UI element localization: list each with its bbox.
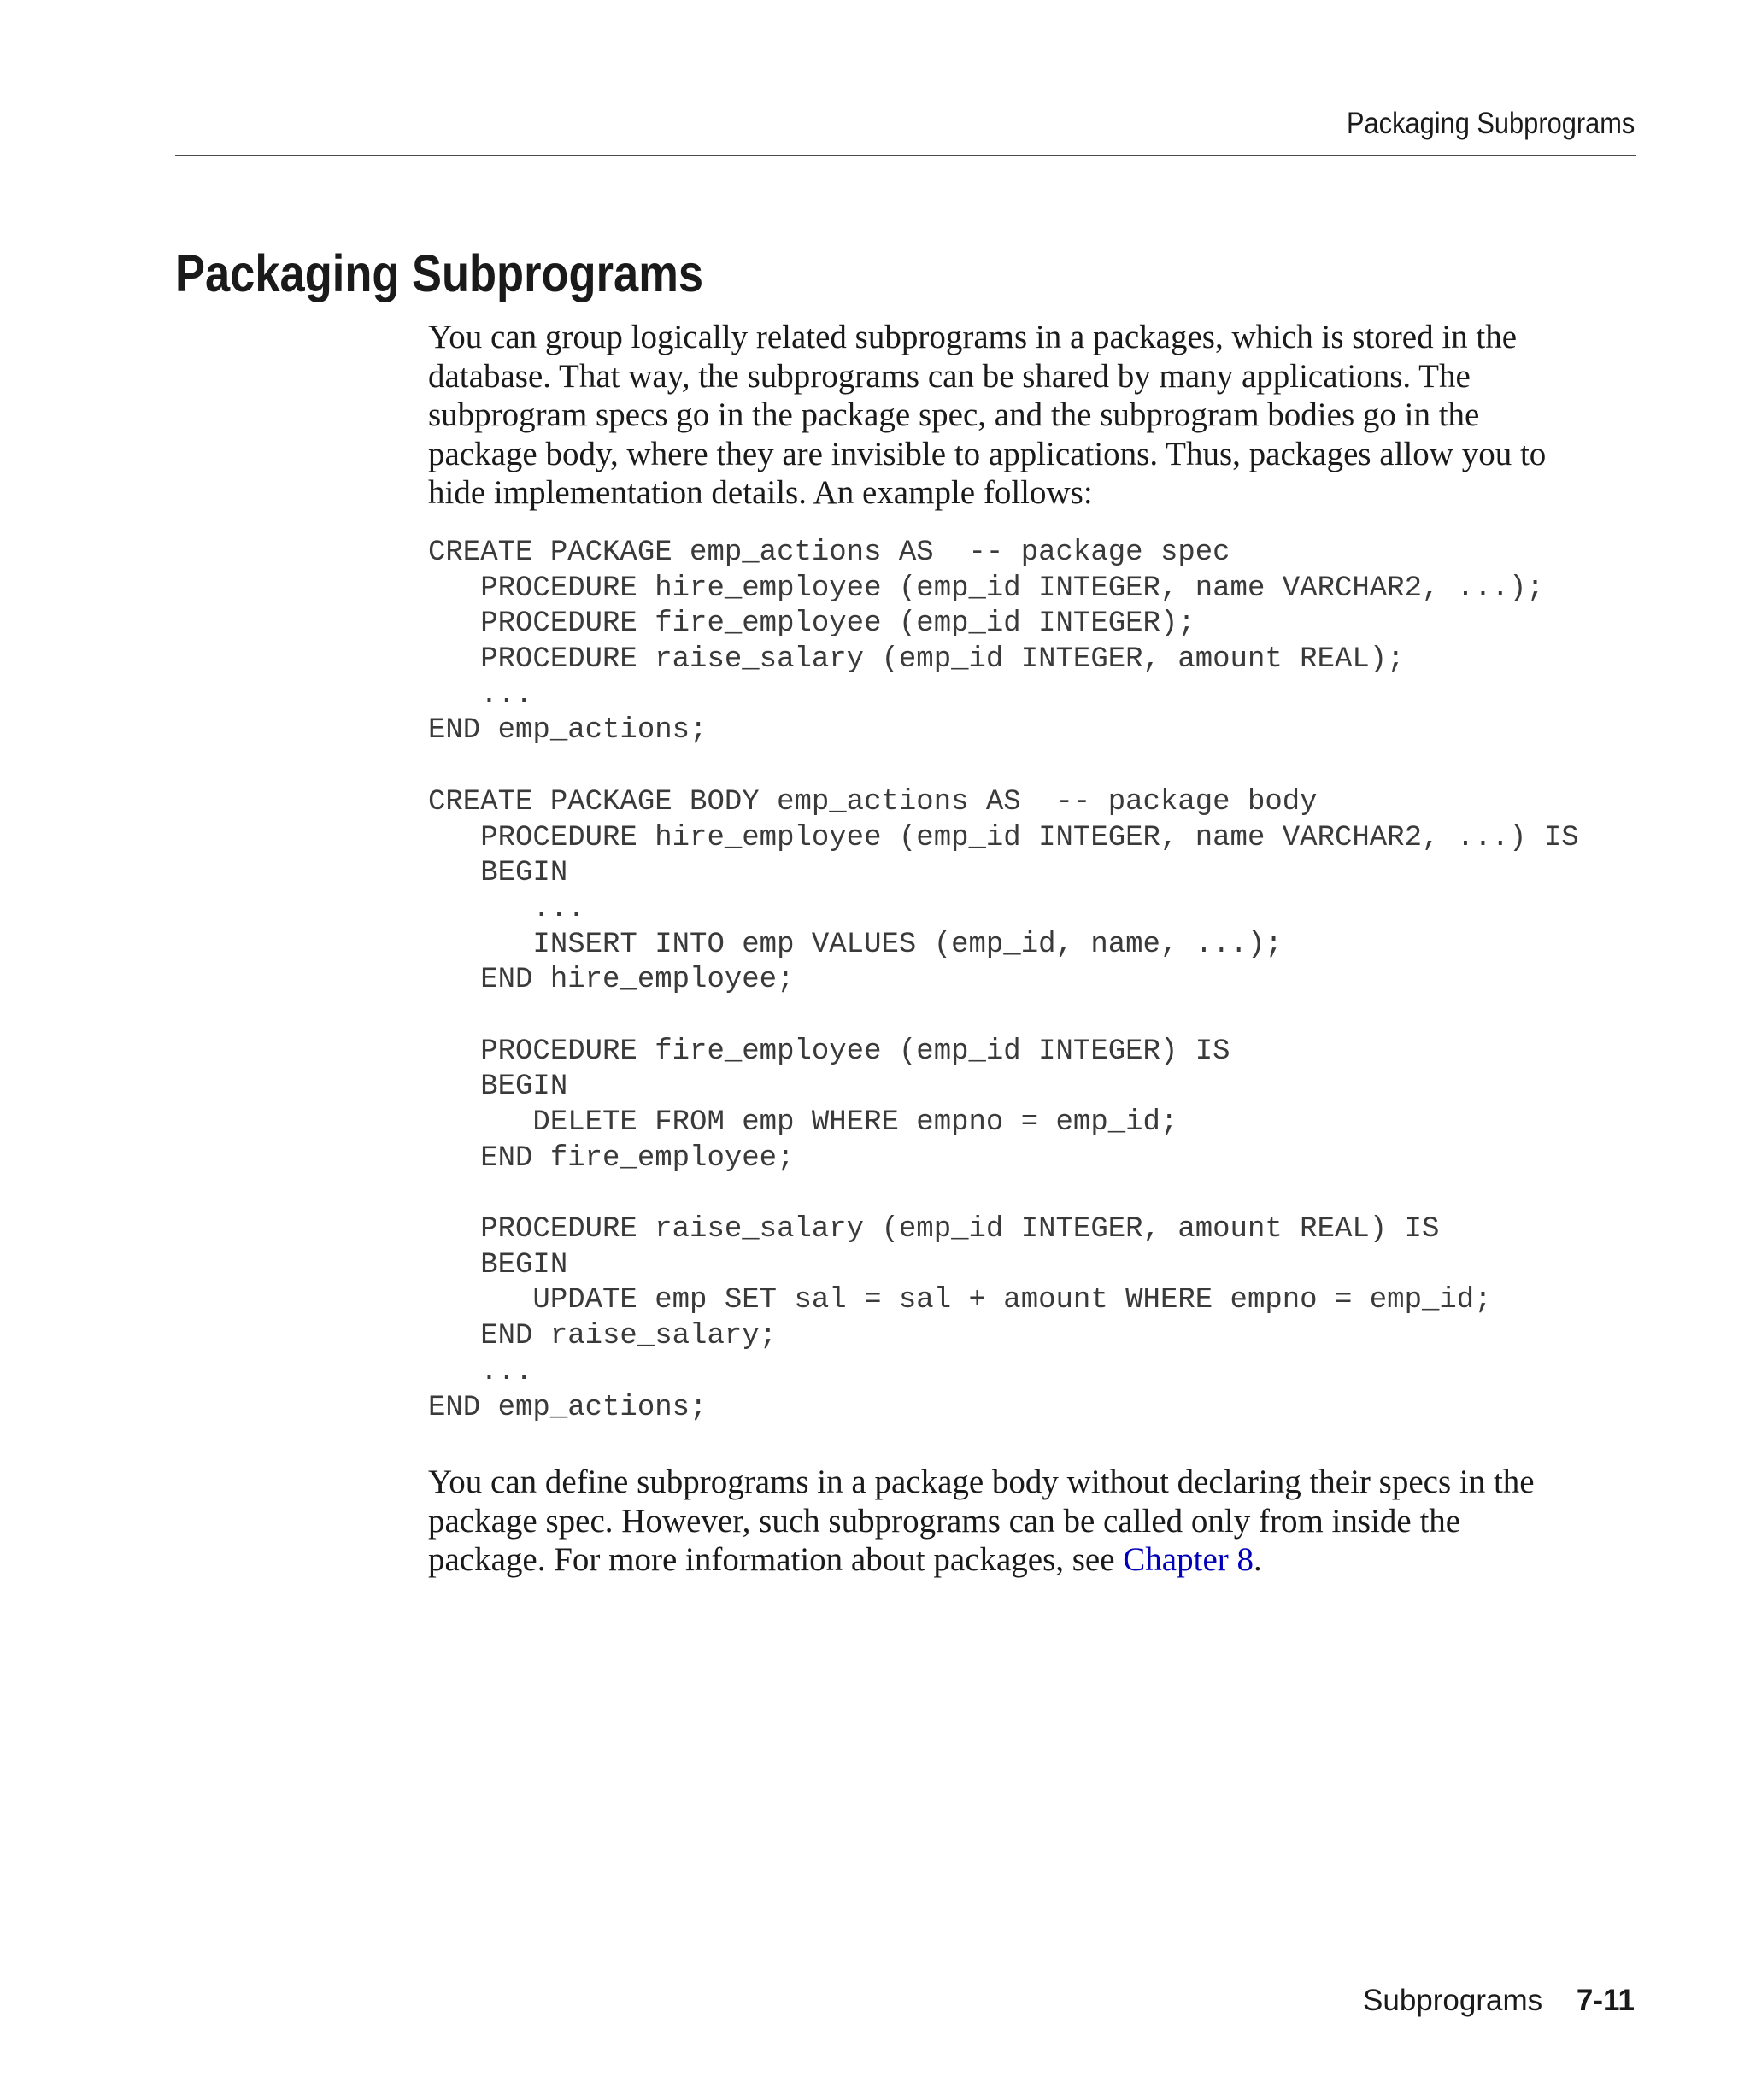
closing-paragraph — [428, 1463, 1641, 1580]
intro-paragraph — [428, 318, 1641, 513]
chapter-8-link[interactable]: Chapter 8 — [1123, 1541, 1254, 1578]
intro-line: database. That way, the subprograms can be shared by many applications. The — [428, 357, 1471, 395]
code-line: ... — [428, 1355, 533, 1388]
code-line: END fire_employee; — [428, 1141, 795, 1175]
code-line — [428, 749, 1579, 785]
code-line: END raise_salary; — [428, 1320, 778, 1353]
code-line: END emp_actions; — [428, 714, 708, 748]
closing-line: You can define subprograms in a package body without declaring their specs in the — [428, 1464, 1535, 1500]
code-example — [428, 536, 1579, 1426]
code-line: UPDATE emp SET sal = sal + amount WHERE empno = emp_id; — [428, 1284, 1492, 1317]
page-footer — [1363, 1984, 1635, 2018]
code-line: PROCEDURE fire_employee (emp_id INTEGER) IS — [428, 1035, 1230, 1068]
code-line: PROCEDURE fire_employee (emp_id INTEGER); — [428, 607, 1195, 641]
code-line: ... — [428, 678, 533, 712]
intro-line: subprogram specs go in the package spec, and the subprogram bodies go in the — [428, 396, 1480, 433]
closing-line-prefix: package. For more information about packages, see — [428, 1541, 1124, 1578]
intro-line: You can group logically related subprograms in a packages, which is stored in the — [428, 319, 1518, 355]
code-line: PROCEDURE hire_employee (emp_id INTEGER, name VARCHAR2, ...) IS — [428, 821, 1579, 854]
closing-line — [428, 1540, 1641, 1580]
section-title: Packaging Subprograms — [175, 244, 704, 302]
code-line: DELETE FROM emp WHERE empno = emp_id; — [428, 1106, 1178, 1139]
code-line: INSERT INTO emp VALUES (emp_id, name, ...); — [428, 928, 1283, 961]
code-line: PROCEDURE hire_employee (emp_id INTEGER, name VARCHAR2, ...); — [428, 572, 1544, 605]
code-line: BEGIN — [428, 857, 568, 890]
closing-line: package spec. However, such subprograms can be called only from inside the — [428, 1502, 1461, 1540]
code-line: BEGIN — [428, 1248, 568, 1282]
code-line: END hire_employee; — [428, 964, 795, 997]
code-line: ... — [428, 892, 585, 925]
closing-line-suffix: . — [1254, 1541, 1262, 1578]
code-line — [428, 1176, 1579, 1212]
code-line: PROCEDURE raise_salary (emp_id INTEGER, amount REAL) IS — [428, 1213, 1440, 1247]
footer-page-number: 7-11 — [1576, 1984, 1635, 2017]
header-rule — [175, 155, 1636, 156]
code-line — [428, 999, 1579, 1035]
code-line: CREATE PACKAGE BODY emp_actions AS -- package body — [428, 785, 1318, 818]
code-line: END emp_actions; — [428, 1391, 708, 1424]
code-line: PROCEDURE raise_salary (emp_id INTEGER, amount REAL); — [428, 643, 1405, 677]
intro-line: hide implementation details. An example follows: — [428, 474, 1093, 511]
intro-line: package body, where they are invisible to applications. Thus, packages allow you to — [428, 435, 1547, 472]
code-line: CREATE PACKAGE emp_actions AS -- package spec — [428, 537, 1230, 569]
footer-chapter-name: Subprograms — [1363, 1984, 1543, 2017]
code-line: BEGIN — [428, 1071, 568, 1104]
running-header: Packaging Subprograms — [1346, 107, 1635, 140]
